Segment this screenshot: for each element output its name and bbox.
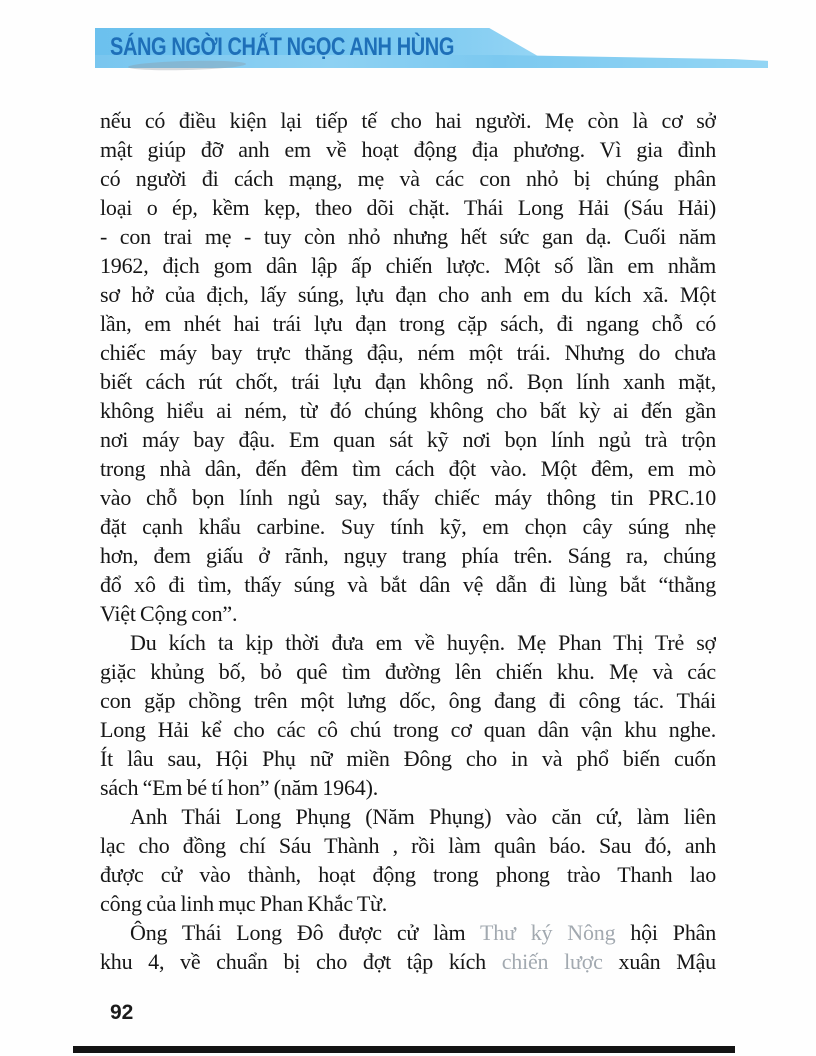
- text-line: đổ xô đi tìm, thấy súng và bắt dân vệ dẫn đi lùng bắt “thằng: [100, 572, 716, 597]
- faded-text-segment: Thư ký Nông: [480, 920, 616, 945]
- text-line: loại o ép, kềm kẹp, theo dõi chặt. Thái Long Hải (Sáu Hải): [100, 195, 716, 220]
- faded-text-segment: chiến lược: [501, 949, 603, 974]
- text-line: biết cách rút chốt, trái lựu đạn không nổ. Bọn lính xanh mặt,: [100, 369, 716, 394]
- bottom-rule: [73, 1046, 735, 1053]
- text-line: công của linh mục Phan Khắc Từ.: [100, 891, 388, 916]
- paragraph: [100, 106, 716, 628]
- text-segment: xuân Mậu: [602, 949, 716, 974]
- text-line: có người đi cách mạng, mẹ và các con nhỏ bị chúng phân: [100, 166, 716, 191]
- text-line: Ít lâu sau, Hội Phụ nữ miền Đông cho in và phổ biến cuốn: [100, 746, 716, 771]
- paragraph: [100, 628, 716, 802]
- text-line: Du kích ta kịp thời đưa em về huyện. Mẹ Phan Thị Trẻ sợ: [130, 630, 716, 655]
- text-line: đặt cạnh khẩu carbine. Suy tính kỹ, em chọn cây súng nhẹ: [100, 514, 716, 539]
- text-line: nếu có điều kiện lại tiếp tế cho hai người. Mẹ còn là cơ sở: [100, 108, 716, 133]
- text-line: trong nhà dân, đến đêm tìm cách đột vào. Một đêm, em mò: [100, 456, 716, 481]
- text-line: [100, 947, 716, 976]
- text-line: lần, em nhét hai trái lựu đạn trong cặp sách, đi ngang chỗ có: [100, 311, 716, 336]
- text-segment: hội Phân: [615, 920, 716, 945]
- page-number: 92: [110, 1001, 134, 1024]
- text-segment: khu 4, về chuẩn bị cho đợt tập kích: [100, 949, 502, 974]
- text-line: Long Hải kể cho các cô chú trong cơ quan dân vận khu nghe.: [100, 717, 716, 742]
- text-line: vào chỗ bọn lính ngủ say, thấy chiếc máy thông tin PRC.10: [100, 485, 716, 510]
- text-line: Anh Thái Long Phụng (Năm Phụng) vào căn cứ, làm liên: [130, 804, 716, 829]
- text-line: được cử vào thành, hoạt động trong phong trào Thanh lao: [100, 862, 716, 887]
- text-line: giặc khủng bố, bỏ quê tìm đường lên chiến khu. Mẹ và các: [100, 659, 716, 684]
- body-text: [100, 106, 716, 976]
- text-line: không hiểu ai ném, từ đó chúng không cho bất kỳ ai đến gần: [100, 398, 716, 423]
- text-line: chiếc máy bay trực thăng đậu, ném một trái. Nhưng do chưa: [100, 340, 716, 365]
- text-line: con gặp chồng trên một lưng dốc, ông đang đi công tác. Thái: [100, 688, 716, 713]
- text-line: sách “Em bé tí hon” (năm 1964).: [100, 775, 378, 800]
- text-line: sơ hở của địch, lấy súng, lựu đạn cho anh em du kích xã. Một: [100, 282, 716, 307]
- text-segment: Ông Thái Long Đô được cử làm: [130, 920, 481, 945]
- text-line: hơn, đem giấu ở rãnh, ngụy trang phía trên. Sáng ra, chúng: [100, 543, 716, 568]
- text-line: - con trai mẹ - tuy còn nhỏ nhưng hết sức gan dạ. Cuối năm: [100, 224, 716, 249]
- text-line: nơi máy bay đậu. Em quan sát kỹ nơi bọn lính ngủ trà trộn: [100, 427, 716, 452]
- text-line: [100, 918, 716, 947]
- page-header-title: SÁNG NGỜI CHẤT NGỌC ANH HÙNG: [110, 33, 455, 61]
- text-line: 1962, địch gom dân lập ấp chiến lược. Một số lần em nhằm: [100, 253, 716, 278]
- text-line: lạc cho đồng chí Sáu Thành , rồi làm quân báo. Sau đó, anh: [100, 833, 716, 858]
- paragraph: [100, 918, 716, 976]
- paragraph: [100, 802, 716, 918]
- text-line: mật giúp đỡ anh em về hoạt động địa phương. Vì gia đình: [100, 137, 716, 162]
- text-line: Việt Cộng con”.: [100, 601, 238, 626]
